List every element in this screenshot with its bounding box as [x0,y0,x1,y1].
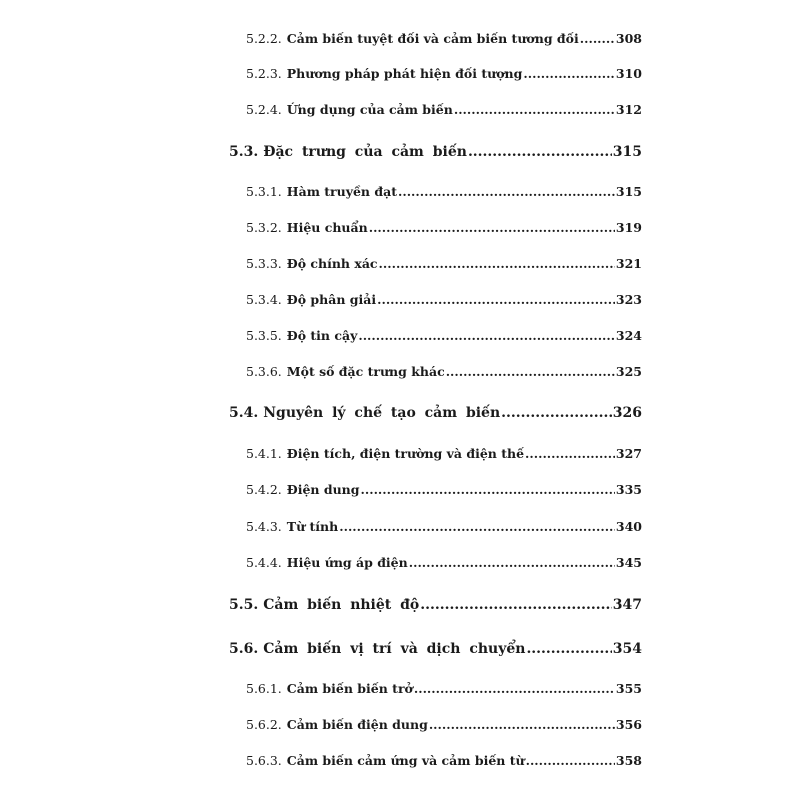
toc-entry-title: Cảm biến biến trở [286,681,413,696]
toc-entry-number: 5.3.5. [246,328,282,343]
dot-leader [429,717,615,732]
toc-entry-number: 5.2.2. [246,31,282,46]
toc-entry-number: 5.3.2. [246,220,282,235]
toc-entry[interactable] [246,184,642,199]
toc-entry-number: 5.4. [229,405,259,421]
toc-entry[interactable] [229,641,642,657]
toc-entry-page: 335 [615,482,642,497]
toc-entry-page: 321 [615,256,642,271]
toc-entry-title: Phương pháp phát hiện đối tượng [286,66,523,81]
toc-entry-title: Một số đặc trưng khác [286,364,445,379]
dot-leader [526,641,611,657]
toc-entry-page: 327 [615,446,642,461]
toc-entry-number: 5.2.4. [246,102,282,117]
toc-entry-page: 347 [612,597,642,613]
toc-entry-page: 358 [615,753,642,768]
toc-entry[interactable] [246,555,642,570]
toc-entry-number: 5.6.3. [246,753,282,768]
toc-entry-title: Độ chính xác [286,256,378,271]
toc-entry-page: 315 [615,184,642,199]
toc-entry-title: Nguyên lý chế tạo cảm biến [263,405,501,421]
toc-entry-page: 310 [615,66,642,81]
toc-entry[interactable] [246,364,642,379]
toc-entry-page: 308 [615,31,642,46]
toc-entry-page: 354 [612,641,642,657]
toc-entry-number: 5.4.3. [246,519,282,534]
toc-entry-number: 5.3.3. [246,256,282,271]
dot-leader [468,144,612,160]
toc-entry-number: 5.3. [229,144,259,160]
dot-leader [379,256,615,271]
toc-entry[interactable] [246,66,642,81]
toc-entry-title: Độ phân giải [286,292,377,307]
dot-leader [446,364,615,379]
toc-entry-number: 5.5. [229,597,259,613]
toc-entry[interactable] [246,519,642,534]
toc-entry-title: Cảm biến vị trí và dịch chuyển [263,641,526,657]
dot-leader [414,681,615,696]
toc-entry-page: 324 [615,328,642,343]
toc-entry[interactable] [246,328,642,343]
toc-entry[interactable] [246,220,642,235]
toc-entry[interactable] [246,256,642,271]
toc-entry-number: 5.6.1. [246,681,282,696]
toc-entry-number: 5.4.1. [246,446,282,461]
toc-entry[interactable] [246,446,642,461]
dot-leader [501,405,612,421]
toc-entry-number: 5.6. [229,641,259,657]
toc-entry[interactable] [229,597,642,613]
toc-entry-page: 312 [615,102,642,117]
toc-entry-page: 345 [615,555,642,570]
dot-leader [339,519,615,534]
toc-entry-title: Đặc trưng của cảm biến [263,144,467,160]
toc-entry[interactable] [229,144,642,160]
toc-entry[interactable] [246,681,642,696]
dot-leader [398,184,615,199]
toc-entry-page: 315 [612,144,642,160]
toc-entry-title: Độ tin cậy [286,328,358,343]
dot-leader [420,597,612,613]
toc-entry-page: 323 [615,292,642,307]
toc-entry-number: 5.4.2. [246,482,282,497]
dot-leader [454,102,615,117]
toc-entry[interactable] [246,292,642,307]
toc-entry-title: Từ tính [286,519,339,534]
toc-entry-title: Điện tích, điện trường và điện thế [286,446,525,461]
toc-entry[interactable] [246,717,642,732]
toc-entry-page: 326 [612,405,642,421]
dot-leader [377,292,615,307]
toc-entry-number: 5.3.6. [246,364,282,379]
toc-entry[interactable] [246,31,642,46]
dot-leader [580,31,615,46]
toc-entry-title: Cảm biến nhiệt độ [263,597,420,613]
toc-entry[interactable] [229,405,642,421]
toc-entry[interactable] [246,482,642,497]
toc-entry-title: Hiệu ứng áp điện [286,555,408,570]
toc-entry-page: 325 [615,364,642,379]
toc-entry-page: 356 [615,717,642,732]
toc-entry[interactable] [246,753,642,768]
dot-leader [409,555,615,570]
dot-leader [523,66,615,81]
toc-entry-title: Điện dung [286,482,360,497]
toc-entry-number: 5.4.4. [246,555,282,570]
toc-entry-number: 5.2.3. [246,66,282,81]
toc-entry-title: Ứng dụng của cảm biến [286,102,453,117]
toc-entry-title: Hàm truyền đạt [286,184,397,199]
toc-entry-title: Cảm biến điện dung [286,717,428,732]
toc-entry-page: 355 [615,681,642,696]
toc-entry-number: 5.3.4. [246,292,282,307]
dot-leader [358,328,615,343]
toc-entry-title: Cảm biến cảm ứng và cảm biến từ [286,753,525,768]
toc-entry-number: 5.3.1. [246,184,282,199]
toc-entry-page: 340 [615,519,642,534]
toc-entry-title: Cảm biến tuyệt đối và cảm biến tương đối [286,31,579,46]
dot-leader [369,220,615,235]
toc-entry[interactable] [246,102,642,117]
dot-leader [525,446,615,461]
toc-entry-page: 319 [615,220,642,235]
dot-leader [526,753,615,768]
dot-leader [361,482,615,497]
toc-entry-title: Hiệu chuẩn [286,220,368,235]
toc-entry-number: 5.6.2. [246,717,282,732]
